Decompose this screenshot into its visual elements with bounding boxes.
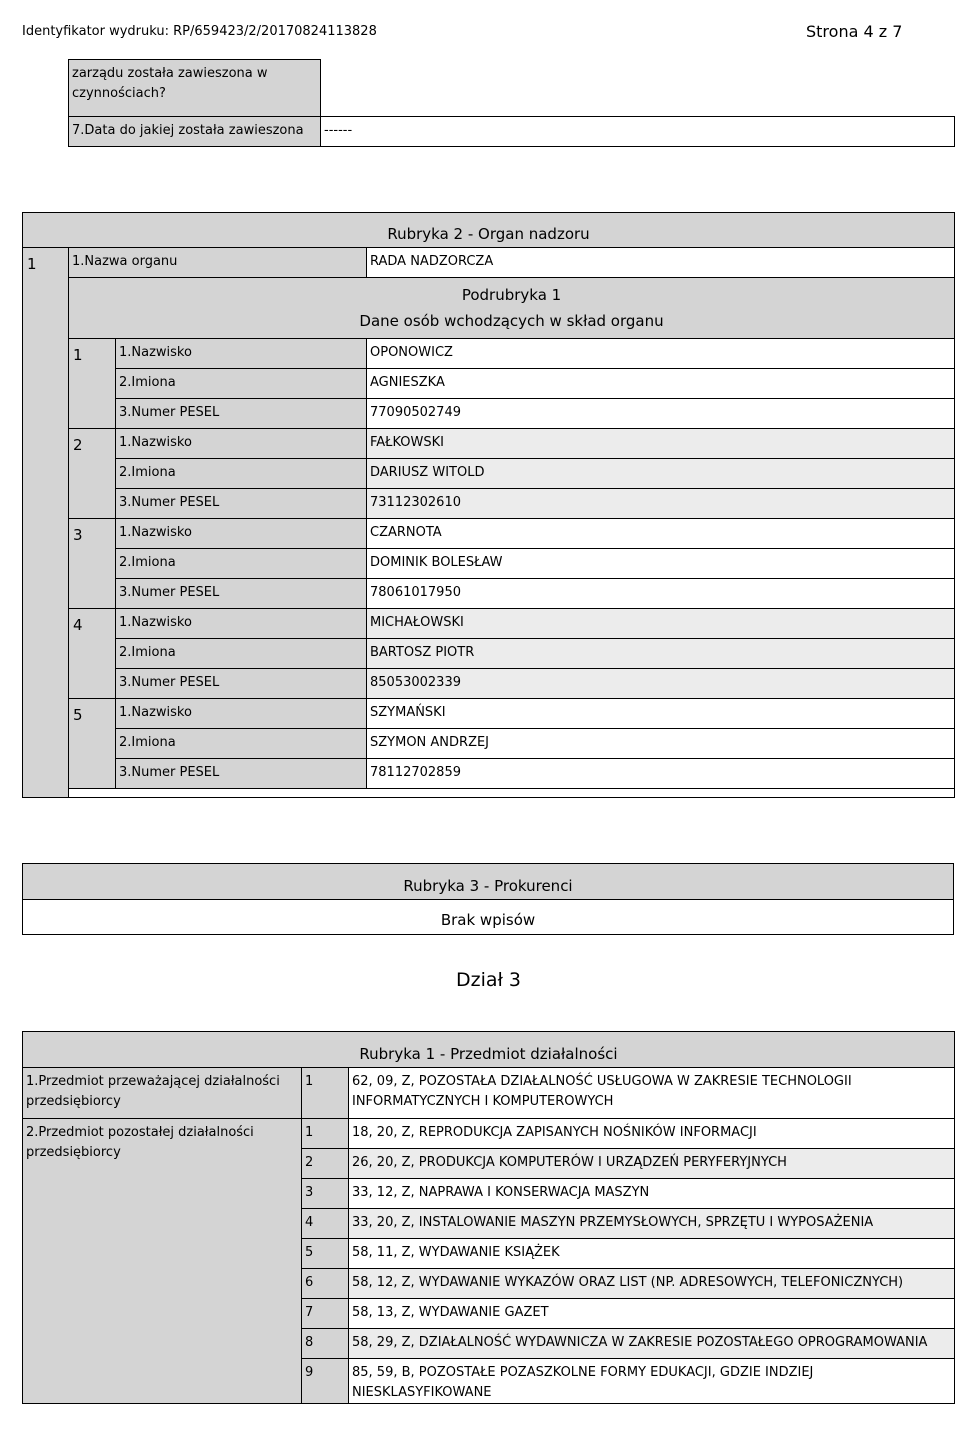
suspension-question-label: zarządu została zawieszona w czynnościach? xyxy=(69,60,321,117)
names-value: BARTOSZ PIOTR xyxy=(367,639,955,669)
other-activity-index: 8 xyxy=(302,1329,349,1359)
surname-label: 1.Nazwisko xyxy=(116,699,367,729)
main-activity-label: 1.Przedmiot przeważającej działalności przedsiębiorcy xyxy=(23,1068,302,1119)
names-label: 2.Imiona xyxy=(116,459,367,489)
other-activity-text: 33, 12, Z, NAPRAWA I KONSERWACJA MASZYN xyxy=(349,1179,955,1209)
other-activity-index: 2 xyxy=(302,1149,349,1179)
print-identifier: Identyfikator wydruku: RP/659423/2/20170824113828 xyxy=(22,24,377,39)
pesel-value: 77090502749 xyxy=(367,399,955,429)
rubryka2-table xyxy=(22,212,955,798)
names-label: 2.Imiona xyxy=(116,369,367,399)
other-activity-index: 7 xyxy=(302,1299,349,1329)
suspension-date-value: ------ xyxy=(321,117,955,147)
surname-label: 1.Nazwisko xyxy=(116,339,367,369)
surname-value: MICHAŁOWSKI xyxy=(367,609,955,639)
pesel-value: 85053002339 xyxy=(367,669,955,699)
person-index: 4 xyxy=(69,609,116,699)
main-activity-text: 62, 09, Z, POZOSTAŁA DZIAŁALNOŚĆ USŁUGOWA W ZAKRESIE TECHNOLOGII INFORMATYCZNYCH I KOMPUTEROWYCH xyxy=(349,1068,955,1119)
activity-table xyxy=(22,1031,955,1404)
pesel-label: 3.Numer PESEL xyxy=(116,669,367,699)
organ-name-value: RADA NADZORCZA xyxy=(367,248,955,278)
activity-title: Rubryka 1 - Przedmiot działalności xyxy=(23,1032,955,1068)
pesel-label: 3.Numer PESEL xyxy=(116,759,367,789)
names-value: AGNIESZKA xyxy=(367,369,955,399)
other-activity-label: 2.Przedmiot pozostałej działalności przedsiębiorcy xyxy=(23,1119,302,1404)
names-label: 2.Imiona xyxy=(116,729,367,759)
other-activity-text: 18, 20, Z, REPRODUKCJA ZAPISANYCH NOŚNIKÓW INFORMACJI xyxy=(349,1119,955,1149)
pesel-value: 78061017950 xyxy=(367,579,955,609)
surname-label: 1.Nazwisko xyxy=(116,429,367,459)
main-activity-index: 1 xyxy=(302,1068,349,1119)
other-activity-text: 58, 12, Z, WYDAWANIE WYKAZÓW ORAZ LIST (NP. ADRESOWYCH, TELEFONICZNYCH) xyxy=(349,1269,955,1299)
surname-value: CZARNOTA xyxy=(367,519,955,549)
names-value: SZYMON ANDRZEJ xyxy=(367,729,955,759)
subsection-title-line1: Podrubryka 1 xyxy=(461,286,562,304)
person-index: 3 xyxy=(69,519,116,609)
organ-name-label: 1.Nazwa organu xyxy=(69,248,367,278)
surname-value: SZYMAŃSKI xyxy=(367,699,955,729)
pesel-label: 3.Numer PESEL xyxy=(116,489,367,519)
pesel-label: 3.Numer PESEL xyxy=(116,579,367,609)
other-activity-index: 9 xyxy=(302,1359,349,1404)
other-activity-text: 58, 11, Z, WYDAWANIE KSIĄŻEK xyxy=(349,1239,955,1269)
other-activity-text: 85, 59, B, POZOSTAŁE POZASZKOLNE FORMY EDUKACJI, GDZIE INDZIEJ NIESKLASYFIKOWANE xyxy=(349,1359,955,1404)
page-number: Strona 4 z 7 xyxy=(806,22,903,41)
names-label: 2.Imiona xyxy=(116,549,367,579)
suspension-table xyxy=(68,59,955,147)
names-label: 2.Imiona xyxy=(116,639,367,669)
other-activity-text: 58, 29, Z, DZIAŁALNOŚĆ WYDAWNICZA W ZAKRESIE POZOSTAŁEGO OPROGRAMOWANIA xyxy=(349,1329,955,1359)
other-activity-index: 1 xyxy=(302,1119,349,1149)
rubryka2-footer-spacer xyxy=(69,789,955,798)
suspension-question-value xyxy=(321,60,955,117)
other-activity-index: 4 xyxy=(302,1209,349,1239)
rubryka2-title: Rubryka 2 - Organ nadzoru xyxy=(23,213,955,248)
other-activity-index: 5 xyxy=(302,1239,349,1269)
pesel-value: 73112302610 xyxy=(367,489,955,519)
names-value: DOMINIK BOLESŁAW xyxy=(367,549,955,579)
surname-label: 1.Nazwisko xyxy=(116,609,367,639)
surname-value: FAŁKOWSKI xyxy=(367,429,955,459)
subsection-title-line2: Dane osób wchodzących w skład organu xyxy=(359,312,664,330)
person-index: 5 xyxy=(69,699,116,789)
names-value: DARIUSZ WITOLD xyxy=(367,459,955,489)
pesel-value: 78112702859 xyxy=(367,759,955,789)
other-activity-index: 3 xyxy=(302,1179,349,1209)
person-index: 2 xyxy=(69,429,116,519)
section-title-dzial3: Dział 3 xyxy=(455,969,522,991)
person-index: 1 xyxy=(69,339,116,429)
subsection-title xyxy=(69,278,955,339)
pesel-label: 3.Numer PESEL xyxy=(116,399,367,429)
surname-value: OPONOWICZ xyxy=(367,339,955,369)
other-activity-text: 26, 20, Z, PRODUKCJA KOMPUTERÓW I URZĄDZEŃ PERYFERYJNYCH xyxy=(349,1149,955,1179)
suspension-date-label: 7.Data do jakiej została zawieszona xyxy=(69,117,321,147)
rubryka3-empty: Brak wpisów xyxy=(23,900,954,935)
rubryka2-index: 1 xyxy=(23,248,69,798)
other-activity-index: 6 xyxy=(302,1269,349,1299)
rubryka3-title: Rubryka 3 - Prokurenci xyxy=(23,864,954,900)
other-activity-text: 33, 20, Z, INSTALOWANIE MASZYN PRZEMYSŁOWYCH, SPRZĘTU I WYPOSAŻENIA xyxy=(349,1209,955,1239)
rubryka3-table xyxy=(22,863,954,935)
surname-label: 1.Nazwisko xyxy=(116,519,367,549)
other-activity-text: 58, 13, Z, WYDAWANIE GAZET xyxy=(349,1299,955,1329)
